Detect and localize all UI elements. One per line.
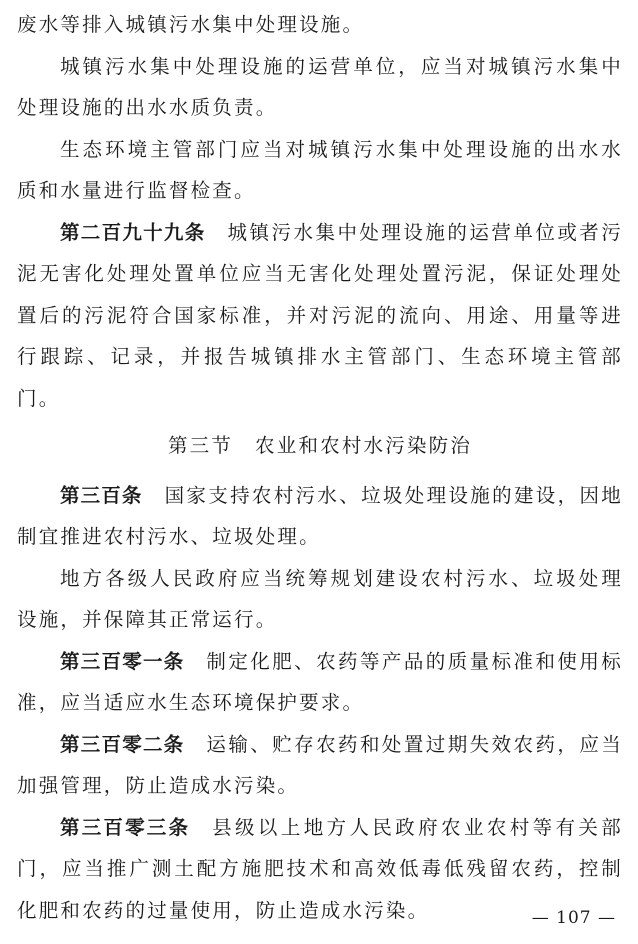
section-title: 农业和农村水污染防治 [255, 434, 473, 457]
article-301-text: 制定化肥、农药等产品的质量标准和使用标准，应当适应水生态环境保护要求。 [17, 649, 623, 714]
article-300-paragraph-2: 地方各级人民政府应当统筹规划建设农村污水、垃圾处理设施，并保障其正常运行。 [17, 566, 623, 631]
document-page [17, 4, 623, 931]
article-299 [17, 212, 623, 420]
page-number: — 107 — [531, 908, 616, 928]
article-299-number: 第二百九十九条 [60, 220, 206, 244]
section-heading [17, 419, 623, 475]
article-303-number: 第三百零三条 [60, 815, 191, 839]
article-300-number: 第三百条 [60, 483, 143, 507]
article-299-text: 城镇污水集中处理设施的运营单位或者污泥无害化处理处置单位应当无害化处理处置污泥，保证处理处置后的污泥符合国家标准，并对污泥的流向、用途、用量等进行跟踪、记录，并报告城镇排水主管部门、生态环境主管部门。 [17, 220, 623, 410]
article-302 [17, 724, 623, 807]
paragraph-supervision: 生态环境主管部门应当对城镇污水集中处理设施的出水水质和水量进行监督检查。 [17, 137, 623, 202]
article-300-text: 国家支持农村污水、垃圾处理设施的建设，因地制宜推进农村污水、垃圾处理。 [17, 483, 623, 548]
article-302-text: 运输、贮存农药和处置过期失效农药，应当加强管理，防止造成水污染。 [17, 732, 623, 797]
article-300 [17, 475, 623, 558]
article-302-number: 第三百零二条 [60, 732, 185, 756]
article-301 [17, 641, 623, 724]
article-303-text: 县级以上地方人民政府农业农村等有关部门，应当推广测土配方施肥技术和高效低毒低残留农药，控制化肥和农药的过量使用，防止造成水污染。 [17, 815, 623, 922]
article-301-number: 第三百零一条 [60, 649, 185, 673]
paragraph-operator-responsibility: 城镇污水集中处理设施的运营单位，应当对城镇污水集中处理设施的出水水质负责。 [17, 54, 623, 119]
paragraph-continuation: 废水等排入城镇污水集中处理设施。 [17, 13, 365, 36]
section-label: 第三节 [167, 434, 234, 457]
